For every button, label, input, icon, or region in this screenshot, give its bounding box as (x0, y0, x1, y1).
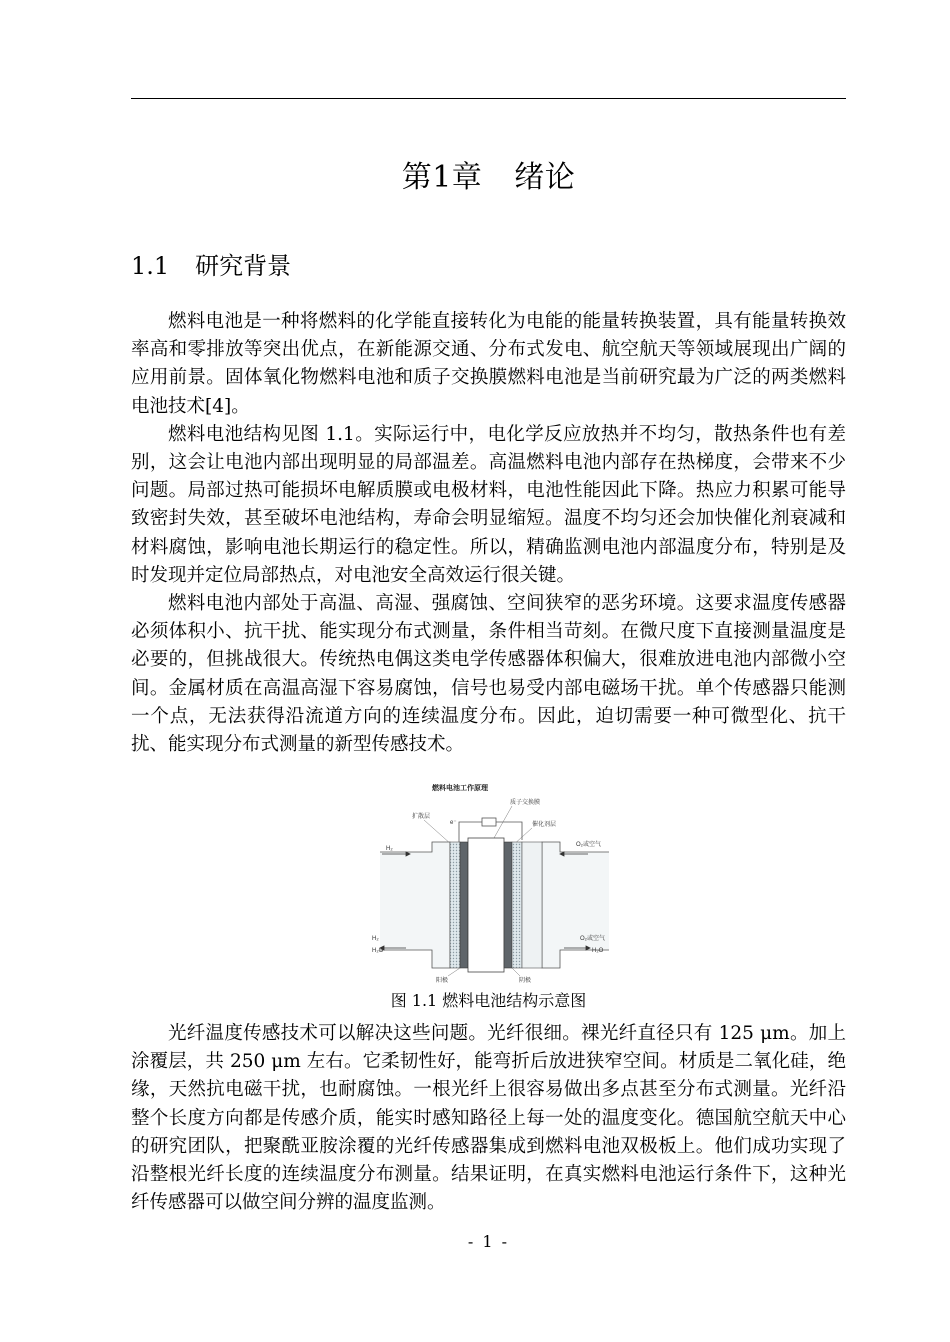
paragraph: 光纤温度传感技术可以解决这些问题。光纤很细。裸光纤直径只有 125 μm。加上涂覆层，共 250 μm 左右。它柔韧性好，能弯折后放进狭窄空间。材质是二氧化硅，绝缘，天然抗电磁干扰，也耐腐蚀。一根光纤上很容易做出多点甚至分布式测量。光纤沿整个长度方向都是传感介质，能实时感知路径上每一处的温度变化。德国航空航天中心的研究团队，把聚酰亚胺涂覆的光纤传感器集成到燃料电池双极板上。他们成功实现了沿整根光纤长度的连续温度分布测量。结果证明，在真实燃料电池运行条件下，这种光纤传感器可以做空间分辨的温度监测。 (131, 1023, 846, 1214)
label-electron: e⁻ (450, 820, 457, 826)
label-catalyst: 催化剂层 (532, 822, 557, 828)
section-title (131, 246, 291, 281)
label-h2-in: H₂ (386, 846, 393, 852)
label-membrane: 质子交换膜 (510, 800, 541, 806)
cathode-plate (522, 842, 542, 968)
body-text-bottom (131, 1020, 846, 1217)
membrane (468, 838, 504, 972)
leader-diffusion (424, 820, 452, 845)
label-cathode: 阴极 (519, 978, 532, 984)
label-o2-out: O₂或空气 (580, 936, 605, 942)
leader-anode (448, 968, 460, 976)
chapter-number: 第1章 (401, 160, 483, 195)
page-number: - 1 - (467, 1232, 510, 1251)
label-h2o-left: H₂O (372, 948, 384, 954)
header-rule (131, 98, 846, 99)
chapter-title (131, 152, 846, 196)
fuel-cell-figure (362, 780, 627, 986)
paragraph: 燃料电池结构见图 1.1。实际运行中，电化学反应放热并不均匀，散热条件也有差别，这会让电池内部出现明显的局部温差。高温燃料电池内部存在热梯度，会带来不少问题。局部过热可能损坏电解质膜或电极材料，电池性能因此下降。热应力积累可能导致密封失效，甚至破坏电池结构，寿命会明显缩短。温度不均匀还会加快催化剂衰减和材料腐蚀，影响电池长期运行的稳定性。所以，精确监测电池内部温度分布，特别是及时发现并定位局部热点，对电池安全高效运行很关键。 (131, 423, 846, 586)
label-diffusion: 扩散层 (412, 814, 431, 820)
label-h2o-right: H₂O (592, 948, 604, 954)
paragraph: 燃料电池是一种将燃料的化学能直接转化为电能的能量转换装置，具有能量转换效率高和零排放等突出优点，在新能源交通、分布式发电、航空航天等领域展现出广阔的应用前景。固体氧化物燃料电池和质子交换膜燃料电池是当前研究最为广泛的两类燃料电池技术[4]。 (131, 311, 846, 417)
figure-caption: 图 1.1 燃料电池结构示意图 (390, 991, 587, 1010)
section-number: 1.1 (131, 252, 170, 280)
label-anode: 阳极 (436, 978, 449, 984)
cathode-catalyst-layer (504, 842, 512, 968)
paragraph: 燃料电池内部处于高温、高湿、强腐蚀、空间狭窄的恶劣环境。这要求温度传感器必须体积小、抗干扰、能实现分布式测量，条件相当苛刻。在微尺度下直接测量温度是必要的，但挑战很大。传统热电偶这类电学传感器体积偏大，很难放进电池内部微小空间。金属材质在高温高湿下容易腐蚀，信号也易受内部电磁场干扰。单个传感器只能测一个点，无法获得沿流道方向的连续温度分布。因此，迫切需要一种可微型化、抗干扰、能实现分布式测量的新型传感技术。 (131, 593, 846, 756)
cathode-diffusion-layer (512, 842, 522, 968)
anode-channel (380, 842, 450, 968)
anode-diffusion-layer (450, 842, 460, 968)
figure-title: 燃料电池工作原理 (432, 785, 488, 792)
leader-cathode (512, 968, 520, 976)
label-h2-out: H₂ (372, 936, 379, 942)
chapter-name: 绪论 (514, 160, 576, 195)
section-name: 研究背景 (195, 252, 292, 280)
label-o2-in: O₂或空气 (576, 842, 601, 848)
body-text-top (131, 308, 846, 759)
anode-catalyst-layer (460, 842, 468, 968)
